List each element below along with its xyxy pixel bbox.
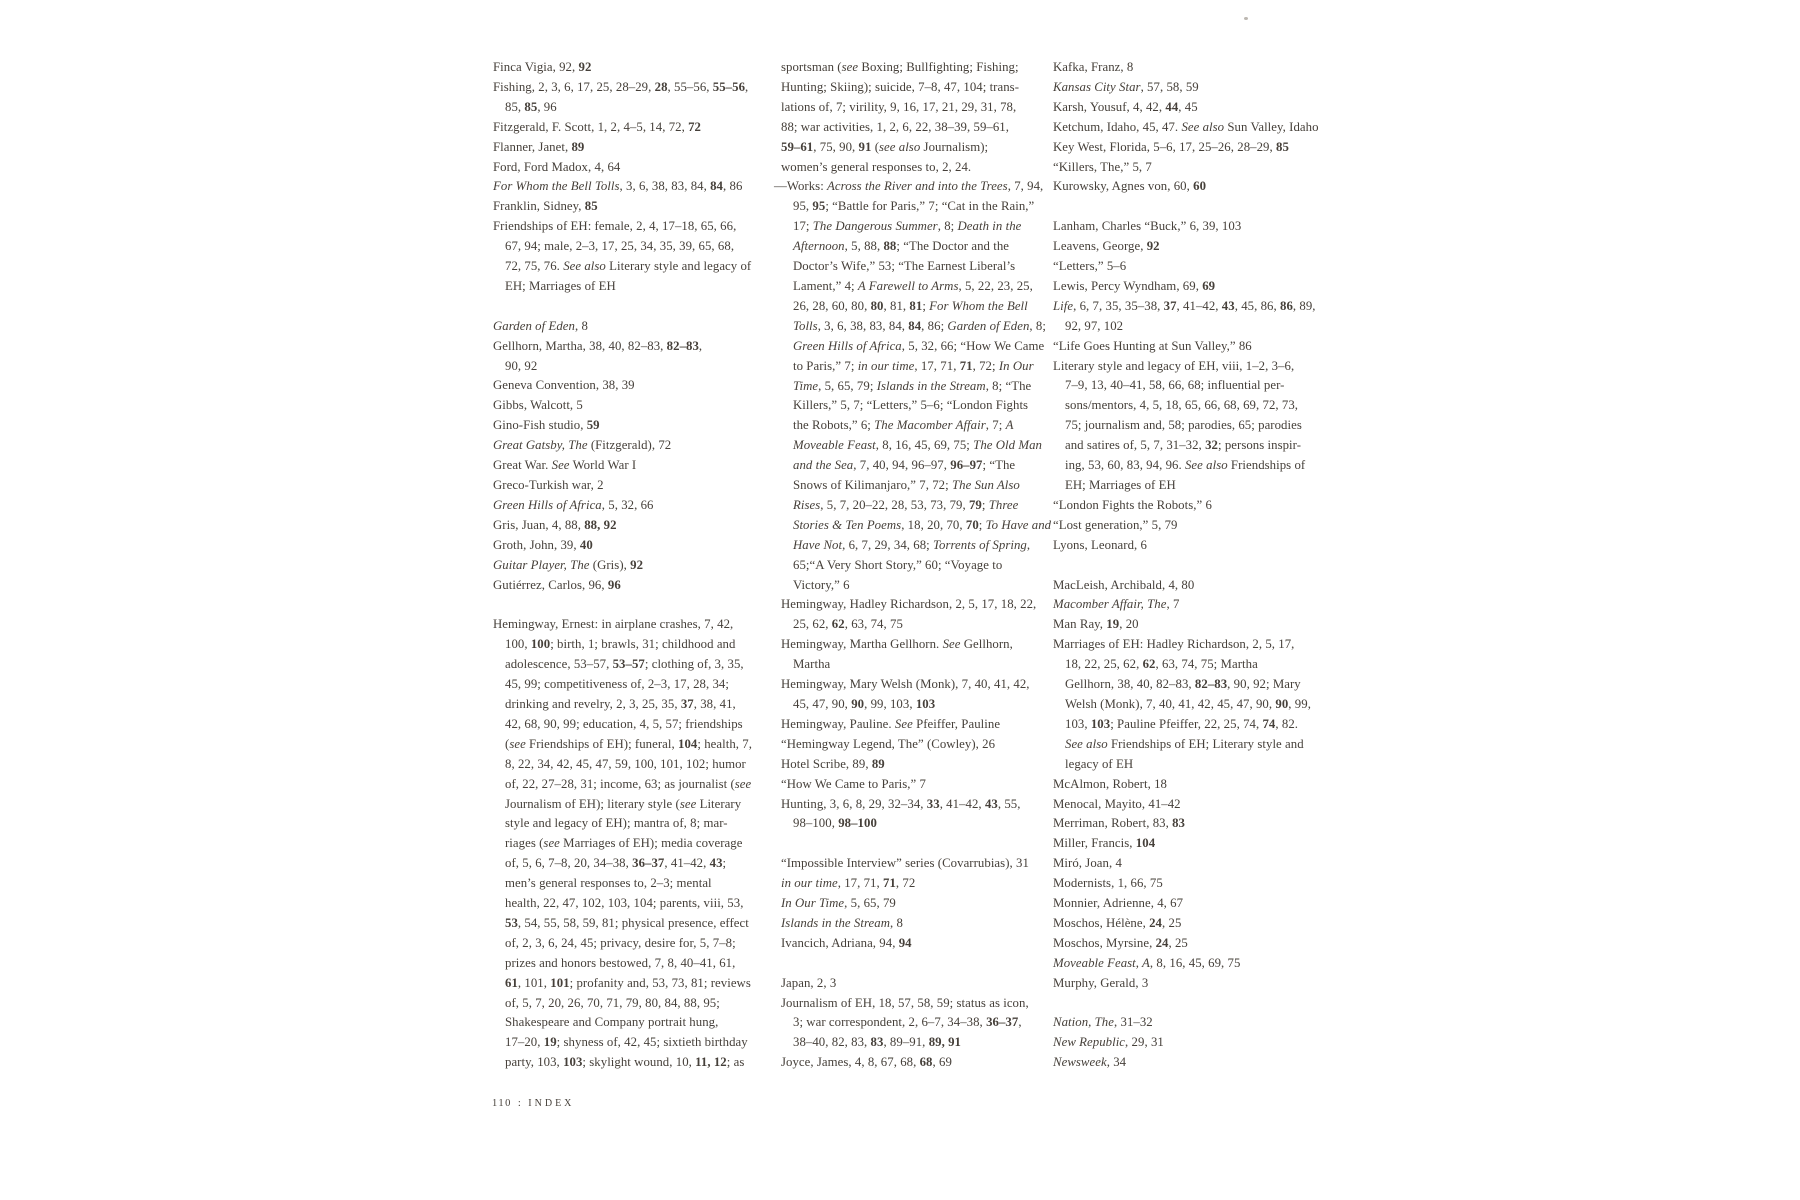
index-line: 88; war activities, 1, 2, 6, 22, 38–39, 59–61, <box>781 119 1009 134</box>
index-line: of, 5, 7, 20, 26, 70, 71, 79, 80, 84, 88, 95; <box>505 995 720 1010</box>
index-line: Shakespeare and Company portrait hung, <box>505 1015 719 1030</box>
index-line: Nation, The, 31–32 <box>1053 1015 1153 1030</box>
index-line: Fitzgerald, F. Scott, 1, 2, 4–5, 14, 72, 72 <box>493 119 702 134</box>
index-group <box>493 58 761 297</box>
index-line: 45, 47, 90, 90, 99, 103, 103 <box>793 697 936 711</box>
index-line: Hemingway, Hadley Richardson, 2, 5, 17, 18, 22, <box>781 597 1037 612</box>
index-line: Moschos, Hélène, 24, 25 <box>1053 915 1182 930</box>
index-line: Stories & Ten Poems, 18, 20, 70, 70; To Have and <box>793 517 1052 532</box>
index-line: 3; war correspondent, 2, 6–7, 34–38, 36–37, <box>793 1015 1022 1030</box>
index-line: Green Hills of Africa, 5, 32, 66 <box>493 497 654 512</box>
index-group <box>493 615 761 1073</box>
index-line: Greco-Turkish war, 2 <box>493 478 604 493</box>
index-line: Great Gatsby, The (Fitzgerald), 72 <box>493 438 672 453</box>
index-line: Doctor’s Wife,” 53; “The Earnest Liberal’s <box>793 259 1016 274</box>
index-line: Islands in the Stream, 8 <box>781 915 903 930</box>
index-group <box>1053 576 1353 994</box>
index-line: drinking and revelry, 2, 3, 25, 35, 37, 38, 41, <box>505 696 736 711</box>
index-line: Moveable Feast, A, 8, 16, 45, 69, 75 <box>1053 955 1241 970</box>
index-line: 26, 28, 60, 80, 80, 81, 81; For Whom the Bell <box>793 298 1028 313</box>
index-line: Rises, 5, 7, 20–22, 28, 53, 73, 79, 79; Three <box>793 497 1019 512</box>
index-line: Lewis, Percy Wyndham, 69, 69 <box>1053 278 1216 293</box>
index-line: Hemingway, Martha Gellhorn. See Gellhorn, <box>781 637 1013 652</box>
index-line: EH; Marriages of EH <box>505 278 616 293</box>
index-line: 65;“A Very Short Story,” 60; “Voyage to <box>793 557 1003 572</box>
index-line: Kurowsky, Agnes von, 60, 60 <box>1053 179 1207 194</box>
index-line: ing, 53, 60, 83, 94, 96. See also Friendships of <box>1065 458 1306 473</box>
index-line: Geneva Convention, 38, 39 <box>493 378 635 393</box>
index-line: Monnier, Adrienne, 4, 67 <box>1053 896 1184 911</box>
index-line: men’s general responses to, 2–3; mental <box>505 876 712 891</box>
index-line: Time, 5, 65, 79; Islands in the Stream, 8; “The <box>793 378 1032 393</box>
index-line: Karsh, Yousuf, 4, 42, 44, 45 <box>1053 99 1198 114</box>
index-line: 95, 95; “Battle for Paris,” 7; “Cat in the Rain,” <box>793 199 1035 214</box>
index-line: of, 5, 6, 7–8, 20, 34–38, 36–37, 41–42, 43; <box>505 856 727 871</box>
index-line: Journalism of EH, 18, 57, 58, 59; status as icon, <box>781 995 1029 1010</box>
index-line: Garden of Eden, 8 <box>493 318 588 333</box>
index-line: Gutiérrez, Carlos, 96, 96 <box>493 577 621 592</box>
index-line: 85, 85, 96 <box>505 99 557 114</box>
index-line: and the Sea, 7, 40, 94, 96–97, 96–97; “The <box>793 458 1016 473</box>
index-line: Groth, John, 39, 40 <box>493 537 593 552</box>
index-line: the Robots,” 6; The Macomber Affair, 7; A <box>793 418 1014 433</box>
index-line: For Whom the Bell Tolls, 3, 6, 38, 83, 84, 84, 86 <box>493 179 743 194</box>
index-line: Literary style and legacy of EH, viii, 1–2, 3–6, <box>1053 358 1295 373</box>
index-line: 7–9, 13, 40–41, 58, 66, 68; influential per- <box>1065 378 1285 393</box>
index-line: Gellhorn, 38, 40, 82–83, 82–83, 90, 92; Mary <box>1065 677 1301 692</box>
index-line: Menocal, Mayito, 41–42 <box>1053 796 1181 811</box>
index-line: 100, 100; birth, 1; brawls, 31; childhood and <box>505 637 736 652</box>
index-line: Kansas City Star, 57, 58, 59 <box>1053 79 1199 94</box>
index-line: 17–20, 19; shyness of, 42, 45; sixtieth birthday <box>505 1035 748 1050</box>
index-line: “Hemingway Legend, The” (Cowley), 26 <box>781 736 996 751</box>
index-line: prizes and honors bestowed, 7, 8, 40–41, 61, <box>505 955 736 970</box>
page-footer <box>492 1098 574 1109</box>
index-line: Moschos, Myrsine, 24, 25 <box>1053 935 1188 950</box>
index-line: adolescence, 53–57, 53–57; clothing of, 3, 35, <box>505 657 744 672</box>
index-line: “Killers, The,” 5, 7 <box>1053 159 1152 174</box>
index-line: 103, 103; Pauline Pfeiffer, 22, 25, 74, 74, 82. <box>1065 716 1299 731</box>
index-line: sons/mentors, 4, 5, 18, 65, 66, 68, 69, 72, 73, <box>1065 398 1299 413</box>
index-line: Merriman, Robert, 83, 83 <box>1053 816 1185 831</box>
index-line: health, 22, 47, 102, 103, 104; parents, viii, 53, <box>505 896 744 911</box>
index-line: (see Friendships of EH); funeral, 104; health, 7, <box>505 736 752 751</box>
index-group <box>1053 58 1353 197</box>
index-line: Welsh (Monk), 7, 40, 41, 42, 45, 47, 90, 90, 99, <box>1065 696 1311 711</box>
index-line: In Our Time, 5, 65, 79 <box>781 896 896 911</box>
index-line: Afternoon, 5, 88, 88; “The Doctor and the <box>793 239 1010 254</box>
page-number: 110 <box>492 1098 512 1109</box>
index-line: Moveable Feast, 8, 16, 45, 69, 75; The Old Man <box>793 438 1042 453</box>
index-line: Life, 6, 7, 35, 35–38, 37, 41–42, 43, 45, 86, 86, 89, <box>1053 298 1316 313</box>
index-line: Ivancich, Adriana, 94, 94 <box>781 935 912 950</box>
index-line: legacy of EH <box>1065 756 1134 771</box>
column-1 <box>493 58 761 1093</box>
index-group <box>781 974 1049 1074</box>
index-line: 59–61, 75, 90, 91 (see also Journalism); <box>781 139 989 154</box>
index-group <box>1053 217 1353 555</box>
index-line: MacLeish, Archibald, 4, 80 <box>1053 577 1195 592</box>
index-line: Lament,” 4; A Farewell to Arms, 5, 22, 23, 25, <box>793 278 1033 293</box>
index-group <box>781 854 1049 954</box>
footer-label: INDEX <box>528 1098 575 1109</box>
index-line: Hemingway, Ernest: in airplane crashes, 7, 42, <box>493 617 734 632</box>
column-2 <box>774 58 1052 1093</box>
index-line: Guitar Player, The (Gris), 92 <box>493 557 644 572</box>
index-line: riages (see Marriages of EH); media coverage <box>505 836 743 851</box>
index-line: Tolls, 3, 6, 38, 83, 84, 84, 86; Garden of Eden, 8; <box>793 318 1046 333</box>
index-line: party, 103, 103; skylight wound, 10, 11, 12; as <box>505 1055 745 1070</box>
index-line: Friendships of EH: female, 2, 4, 17–18, 65, 66, <box>493 219 737 234</box>
footer-separator: : <box>517 1098 523 1109</box>
index-line: to Paris,” 7; in our time, 17, 71, 71, 72; In Our <box>793 358 1034 373</box>
index-line: 53, 54, 55, 58, 59, 81; physical presence, effect <box>505 915 749 930</box>
index-line: Hotel Scribe, 89, 89 <box>781 756 885 771</box>
index-line: Joyce, James, 4, 8, 67, 68, 68, 69 <box>781 1055 952 1070</box>
index-line: 98–100, 98–100 <box>793 816 877 831</box>
index-line: Newsweek, 34 <box>1053 1055 1127 1070</box>
column-3 <box>1053 58 1353 1093</box>
index-line: Killers,” 5, 7; “Letters,” 5–6; “London Fights <box>793 398 1029 413</box>
index-line: 75; journalism and, 58; parodies, 65; parodies <box>1065 418 1302 433</box>
index-line: sportsman (see Boxing; Bullfighting; Fishing; <box>781 60 1019 74</box>
index-line: 45, 99; competitiveness of, 2–3, 17, 28, 34; <box>505 677 729 692</box>
index-line: Hunting; Skiing); suicide, 7–8, 47, 104; trans- <box>781 79 1020 94</box>
index-line: Great War. See World War I <box>493 458 637 473</box>
index-line: Kafka, Franz, 8 <box>1053 60 1134 74</box>
index-line: McAlmon, Robert, 18 <box>1053 776 1167 791</box>
index-line: Leavens, George, 92 <box>1053 239 1160 254</box>
index-line: 18, 22, 25, 62, 62, 63, 74, 75; Martha <box>1065 657 1258 672</box>
index-line: of, 22, 27–28, 31; income, 63; as journalist (see <box>505 776 752 791</box>
index-line: —Works: Across the River and into the Trees, 7, 94, <box>774 179 1044 194</box>
index-line: Fishing, 2, 3, 6, 17, 25, 28–29, 28, 55–56, 55–56, <box>493 79 749 94</box>
index-line: 25, 62, 62, 63, 74, 75 <box>793 617 903 632</box>
index-line: Victory,” 6 <box>793 577 850 592</box>
index-line: 72, 75, 76. See also Literary style and legacy of <box>505 259 752 274</box>
index-line: Hemingway, Mary Welsh (Monk), 7, 40, 41, 42, <box>781 677 1030 692</box>
index-line: “Life Goes Hunting at Sun Valley,” 86 <box>1053 338 1252 353</box>
index-line: Hemingway, Pauline. See Pfeiffer, Pauline <box>781 716 1001 731</box>
index-line: “Letters,” 5–6 <box>1053 259 1127 274</box>
index-line: Flanner, Janet, 89 <box>493 139 585 154</box>
index-line: See also Friendships of EH; Literary style and <box>1065 736 1304 751</box>
index-line: 67, 94; male, 2–3, 17, 25, 34, 35, 39, 65, 68, <box>505 239 735 254</box>
index-line: Franklin, Sidney, 85 <box>493 199 598 214</box>
index-line: Hunting, 3, 6, 8, 29, 32–34, 33, 41–42, 43, 55, <box>781 796 1021 811</box>
index-line: 17; The Dangerous Summer, 8; Death in the <box>793 219 1022 234</box>
index-line: Modernists, 1, 66, 75 <box>1053 876 1163 891</box>
index-line: Key West, Florida, 5–6, 17, 25–26, 28–29, 85 <box>1053 139 1289 154</box>
index-line: lations of, 7; virility, 9, 16, 17, 21, 29, 31, 78, <box>781 99 1017 114</box>
index-line: 92, 97, 102 <box>1065 318 1124 333</box>
index-line: Martha <box>793 657 831 672</box>
index-line: Ford, Ford Madox, 4, 64 <box>493 159 621 174</box>
index-line: Gris, Juan, 4, 88, 88, 92 <box>493 517 617 532</box>
index-line: Journalism of EH); literary style (see Literary <box>505 796 742 811</box>
index-line: style and legacy of EH); mantra of, 8; mar- <box>505 816 728 831</box>
index-line: in our time, 17, 71, 71, 72 <box>781 876 916 891</box>
index-line: “London Fights the Robots,” 6 <box>1053 497 1212 512</box>
index-line: Japan, 2, 3 <box>781 975 837 990</box>
index-line: Gellhorn, Martha, 38, 40, 82–83, 82–83, <box>493 338 703 353</box>
index-line: women’s general responses to, 2, 24. <box>781 159 972 174</box>
index-line: 42, 68, 90, 99; education, 4, 5, 57; friendships <box>505 716 743 731</box>
index-line: Gibbs, Walcott, 5 <box>493 398 583 413</box>
index-line: Ketchum, Idaho, 45, 47. See also Sun Valley, Idaho <box>1053 119 1319 134</box>
index-line: Man Ray, 19, 20 <box>1053 617 1139 632</box>
index-line: Macomber Affair, The, 7 <box>1053 597 1180 612</box>
index-line: New Republic, 29, 31 <box>1053 1035 1164 1050</box>
index-line: Murphy, Gerald, 3 <box>1053 975 1149 990</box>
index-line: 61, 101, 101; profanity and, 53, 73, 81; reviews <box>505 975 751 990</box>
index-line: of, 2, 3, 6, 24, 45; privacy, desire for, 5, 7–8; <box>505 935 736 950</box>
index-line: Miller, Francis, 104 <box>1053 836 1156 851</box>
index-line: “Impossible Interview” series (Covarrubias), 31 <box>781 856 1029 871</box>
index-group <box>493 317 761 596</box>
page-corner-mark <box>1244 17 1248 20</box>
index-line: Lyons, Leonard, 6 <box>1053 537 1147 552</box>
index-line: Marriages of EH: Hadley Richardson, 2, 5, 17, <box>1053 637 1295 652</box>
index-group <box>1053 1013 1353 1073</box>
index-line: EH; Marriages of EH <box>1065 478 1176 493</box>
index-line: Green Hills of Africa, 5, 32, 66; “How We Came <box>793 338 1045 353</box>
index-line: Miró, Joan, 4 <box>1053 856 1122 871</box>
index-line: “How We Came to Paris,” 7 <box>781 776 926 791</box>
index-line: 38–40, 82, 83, 83, 89–91, 89, 91 <box>793 1035 961 1050</box>
index-line: Lanham, Charles “Buck,” 6, 39, 103 <box>1053 219 1242 234</box>
index-line: Finca Vigia, 92, 92 <box>493 60 592 74</box>
index-line: Gino-Fish studio, 59 <box>493 418 600 433</box>
index-line: 8, 22, 34, 42, 45, 47, 59, 100, 101, 102; humor <box>505 756 746 771</box>
index-line: “Lost generation,” 5, 79 <box>1053 517 1178 532</box>
index-line: and satires of, 5, 7, 31–32, 32; persons inspir- <box>1065 438 1302 453</box>
index-line: Snows of Kilimanjaro,” 7, 72; The Sun Also <box>793 478 1020 493</box>
index-line: Have Not, 6, 7, 29, 34, 68; Torrents of Spring, <box>793 537 1031 552</box>
index-group <box>774 58 1052 834</box>
index-line: 90, 92 <box>505 358 538 373</box>
